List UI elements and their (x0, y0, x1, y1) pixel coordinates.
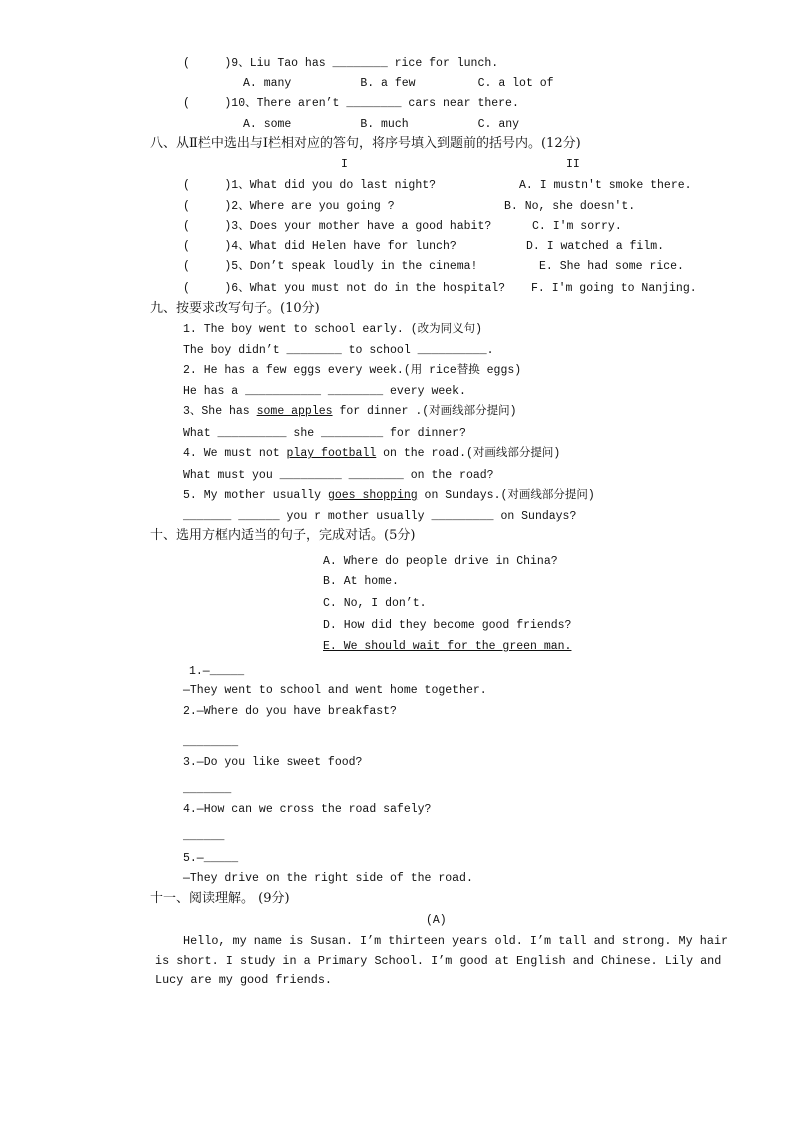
match-question-6: ( )6、What you must not do in the hospital? (183, 282, 506, 295)
rewrite-5-start: 5. My mother usually (183, 489, 328, 502)
option-c: C. No, I don’t. (323, 597, 427, 610)
match-question-2: ( )2、Where are you going ? (183, 200, 395, 213)
section-10-heading: 十、选用方框内适当的句子，完成对话。(5分) (150, 528, 416, 543)
dialogue-1: 1.—_____ (189, 665, 245, 678)
rewrite-2: 2. He has a few eggs every week.(用 rice替换 eggs) (183, 364, 522, 377)
option-b: B. At home. (323, 575, 399, 588)
rewrite-2-answer: He has a ___________ ________ every week. (183, 385, 466, 398)
question-10: ( )10、There aren’t ________ cars near there. (183, 97, 519, 110)
dialogue-5-reply: —They drive on the right side of the road. (183, 872, 473, 885)
match-answer-d: D. I watched a film. (526, 240, 665, 253)
section-11-heading: 十一、阅读理解。 (9分) (150, 891, 290, 906)
match-question-4: ( )4、What did Helen have for lunch? (183, 240, 457, 253)
passage-label: (A) (426, 914, 447, 927)
dialogue-3: 3.—Do you like sweet food? (183, 756, 363, 769)
rewrite-1: 1. The boy went to school early. (改为同义句) (183, 323, 483, 336)
rewrite-3-answer: What __________ she _________ for dinner? (183, 427, 466, 440)
match-question-3: ( )3、Does your mother have a good habit? (183, 220, 492, 233)
rewrite-5-end: on Sundays.(对画线部分提问) (417, 489, 595, 502)
rewrite-4-underlined: play football (286, 447, 377, 460)
rewrite-3-underlined: some apples (256, 405, 333, 418)
rewrite-3-start: 3、She has (183, 405, 257, 418)
question-9: ( )9、Liu Tao has ________ rice for lunch. (183, 57, 499, 70)
dialogue-1-reply: —They went to school and went home together. (183, 684, 487, 697)
question-10-options: A. some B. much C. any (243, 118, 520, 131)
match-answer-f: F. I'm going to Nanjing. (531, 282, 697, 295)
dialogue-4-blank: ______ (183, 830, 225, 843)
match-question-1: ( )1、What did you do last night? (183, 179, 437, 192)
rewrite-5-answer: _______ ______ you r mother usually _________ on Sundays? (183, 510, 577, 523)
dialogue-2: 2.—Where do you have breakfast? (183, 705, 397, 718)
dialogue-5: 5.—_____ (183, 852, 239, 865)
column-2-label: II (566, 158, 580, 171)
rewrite-3 (183, 404, 517, 420)
dialogue-4: 4.—How can we cross the road safely? (183, 803, 432, 816)
option-a: A. Where do people drive in China? (323, 555, 558, 568)
match-answer-b: B. No, she doesn't. (504, 200, 636, 213)
match-question-5: ( )5、Don’t speak loudly in the cinema! (183, 260, 478, 273)
section-8-heading: 八、从Ⅱ栏中选出与Ⅰ栏相对应的答句，将序号填入到题前的括号内。(12分) (150, 136, 581, 151)
rewrite-5 (183, 488, 595, 504)
reading-passage: Hello, my name is Susan. I’m thirteen years old. I’m tall and strong. My hair is short. I study in a Primary School. I’m good at English and Chinese. Lily and Lucy are my good friends. (155, 934, 729, 987)
option-d: D. How did they become good friends? (323, 619, 572, 632)
rewrite-5-underlined: goes shopping (327, 489, 418, 502)
rewrite-4-end: on the road.(对画线部分提问) (376, 447, 561, 460)
dialogue-2-blank: ________ (183, 736, 239, 749)
match-answer-c: C. I'm sorry. (532, 220, 622, 233)
rewrite-4-answer: What must you _________ ________ on the road? (183, 469, 494, 482)
column-1-label: I (341, 158, 348, 171)
rewrite-4 (183, 446, 560, 462)
rewrite-4-start: 4. We must not (183, 447, 287, 460)
dialogue-3-blank: _______ (183, 783, 232, 796)
option-e: E. We should wait for the green man. (323, 640, 572, 653)
match-answer-a: A. I mustn't smoke there. (519, 179, 692, 192)
match-answer-e: E. She had some rice. (539, 260, 684, 273)
section-9-heading: 九、按要求改写句子。(10分) (150, 301, 320, 316)
rewrite-3-end: for dinner .(对画线部分提问) (332, 405, 517, 418)
rewrite-1-answer: The boy didn’t ________ to school __________. (183, 344, 494, 357)
question-9-options: A. many B. a few C. a lot of (243, 77, 554, 90)
